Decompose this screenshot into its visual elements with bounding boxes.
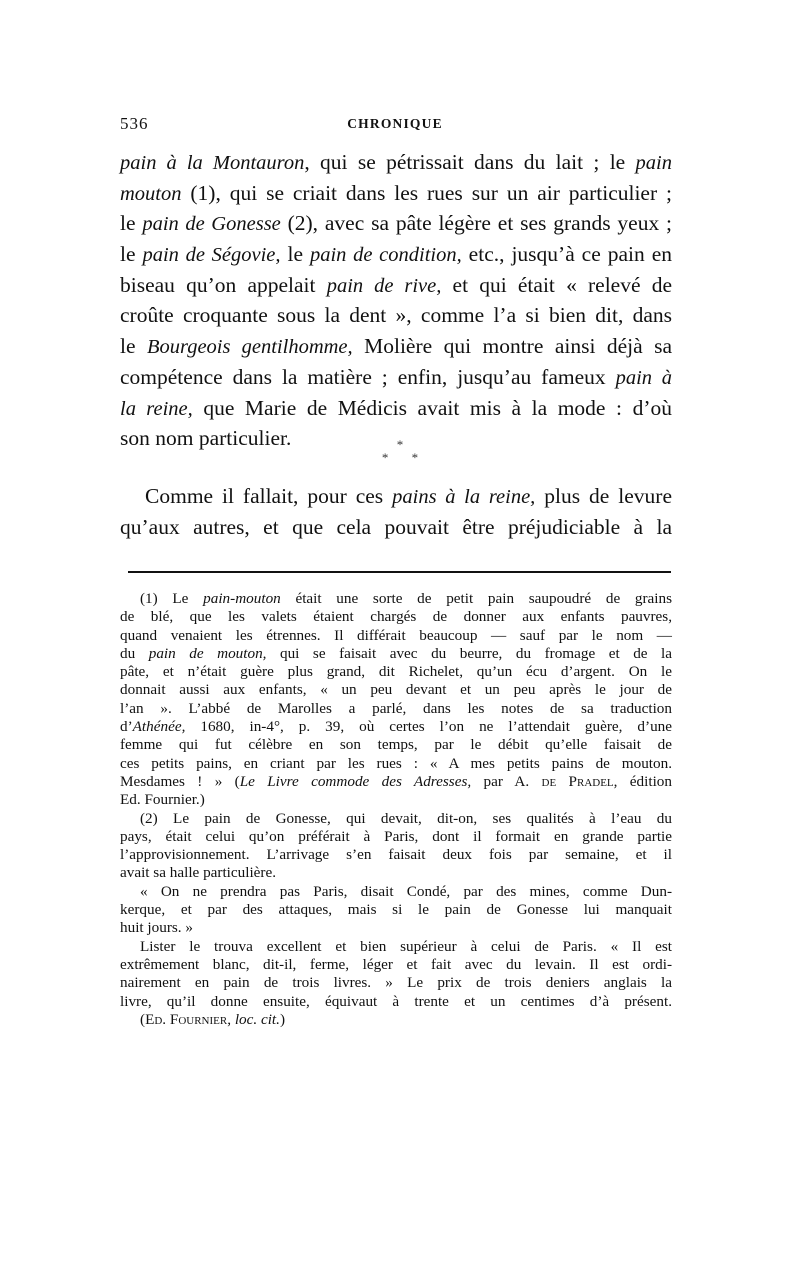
text-segment: Molière qui montre ainsi déjà sa [352,334,672,359]
footnote-line [120,901,672,919]
text-segment: son nom particulier. [120,426,292,451]
italic-segment: loc. cit. [234,1010,280,1028]
footnote-line [120,681,672,699]
page-number: 536 [120,114,149,133]
body-line [120,178,672,209]
italic-segment: Le Livre commode des Adresses, [239,772,472,790]
italic-segment: la reine, [120,397,193,420]
body-line [120,481,672,512]
text-segment: plus de levure [535,484,672,508]
footnote-line [120,846,672,864]
text-segment: , qui se pétrissait dans du lait ; le [304,150,636,174]
text-segment: quand venaient les étrennes. Il différait beaucoup — sauf par le nom — [120,626,672,644]
footnote-line [120,919,672,937]
text-segment: était une sorte de petit pain saupoudré de grains [280,590,673,607]
running-head [120,114,670,136]
footnote-line [120,773,672,791]
body-line [120,362,672,393]
text-segment: Lister le trouva excellent et bien supérieur à celui de Paris. « Il est [140,937,672,955]
footnote-line [120,883,672,901]
footnote-line [120,791,672,809]
footnote-line [120,1011,672,1029]
footnotes [120,590,672,1029]
footnote-rule [128,571,671,573]
italic-segment: pain de Ségovie, [142,244,281,267]
footnote-line [120,956,672,974]
footnote-line [120,627,672,645]
text-segment: (2) Le pain de Gonesse, qui devait, dit-on, ses qualités à l’eau du [140,809,672,827]
text-segment: ) [279,1010,285,1028]
text-segment: (1) Le [140,590,204,607]
footnote-line [120,828,672,846]
text-segment: huit jours. » [120,919,193,937]
footnote-line [120,700,672,718]
text-segment: (1), qui se criait dans les rues sur un air particulier ; [181,180,672,205]
text-segment: et qui était « relevé de [441,272,672,297]
text-segment: par A. de Pradel, édition [471,772,672,790]
footnote-line [120,663,672,681]
italic-segment: Athénée, [132,718,186,736]
text-segment: croûte croquante sous la dent », comme l’a si bien dit, dans [120,303,672,328]
text-segment: livre, qu’il donne ensuite, équivaut à trente et un centimes d’à présent. [120,992,672,1010]
asterism-top: * [396,437,404,452]
text-segment: ces petits pains, en criant par les rues : « A mes petits pains de mouton. [120,754,672,772]
body-line [120,147,672,178]
text-segment: Mesdames ! » ( [120,772,240,790]
italic-segment: Bourgeois gentilhomme, [146,336,353,359]
italic-segment: pain [635,152,672,174]
text-segment: Ed. Fournier.) [120,791,205,809]
text-segment: donnait aussi aux enfants, « un peu devant et un peu après le jour de [120,681,672,699]
text-segment: pâte, et n’était guère plus grand, dit Richelet, qu’un écu d’argent. On le [120,663,672,681]
main-text-continued [120,481,672,542]
footnote-line [120,608,672,626]
italic-segment: pain de Gonesse [142,213,281,236]
main-text [120,147,672,454]
footnote-line [120,590,672,608]
text-segment: qui se faisait avec du beurre, du fromage et de la [266,644,673,662]
text-segment: Comme il fallait, pour ces [145,484,393,508]
italic-segment: pains à la reine, [392,486,536,508]
asterism-separator [370,438,430,472]
body-line [120,270,672,301]
text-segment: le [120,334,147,359]
body-line [120,300,672,331]
asterism-bottom: * * [381,450,429,465]
text-segment: qu’aux autres, et que cela pouvait être préjudiciable à la [120,514,672,539]
text-segment: femme qui fut célèbre en son temps, par le débit qu’elle faisait de [120,736,672,754]
footnote-line [120,736,672,754]
footnote-line [120,864,672,882]
footnote-line [120,755,672,773]
body-line [120,208,672,239]
text-segment: que Marie de Médicis avait mis à la mode : d’où [192,395,672,420]
text-segment: avait sa halle particulière. [120,864,277,882]
text-segment: (Ed. Fournier, [140,1010,235,1028]
footnote-line [120,810,672,828]
footnote-line [120,718,672,736]
italic-segment: pain de rive, [326,274,442,297]
text-segment: biseau qu’on appelait [120,272,327,297]
text-segment: l’an ». L’abbé de Marolles a parlé, dans les notes de sa traduction [120,699,672,717]
text-segment: de blé, que les valets étaient chargés de donner aux enfants pauvres, [120,608,672,626]
text-segment: d’ [120,718,133,736]
footnote-line [120,974,672,992]
italic-segment: pain-mouton [203,590,281,607]
text-segment: compétence dans la matière ; enfin, jusqu’au fameux [120,364,616,389]
italic-segment: mouton [120,182,182,205]
running-title: CHRONIQUE [347,116,443,131]
text-segment: le [280,242,310,267]
text-segment: etc., jusqu’à ce pain en [461,242,672,267]
footnote-line [120,645,672,663]
text-segment: du [120,644,149,662]
body-line [120,512,672,543]
italic-segment: pain à [615,366,672,389]
text-segment: kerque, et par des attaques, mais si le pain de Gonesse lui manquait [120,901,672,919]
italic-segment: pain de mouton, [148,644,267,662]
text-segment: l’approvisionnement. L’arrivage s’en faisait deux fois par semaine, et il [120,846,672,864]
body-line [120,393,672,424]
italic-segment: pain de condition, [309,244,462,267]
italic-segment: pain à la Montauron [120,152,305,174]
text-segment: « On ne prendra pas Paris, disait Condé, par des mines, comme Dun- [140,882,672,900]
text-segment: nairement en pain de trois livres. » Le prix de trois deniers anglais la [120,974,672,992]
text-segment: pays, était celui qu’on préférait à Paris, dont il formait en grande partie [120,827,672,845]
text-segment: (2), avec sa pâte légère et ses grands yeux ; [280,211,672,236]
footnote-line [120,938,672,956]
text-segment: le [120,211,143,236]
footnote-line [120,993,672,1011]
body-line [120,239,672,270]
body-line [120,331,672,362]
text-segment: le [120,242,143,267]
text-segment: 1680, in-4°, p. 39, où certes l’on ne l’attendait guère, d’une [185,718,672,736]
text-segment: extrêmement blanc, dit-il, ferme, léger et fait avec du levain. Il est ordi- [120,955,672,973]
